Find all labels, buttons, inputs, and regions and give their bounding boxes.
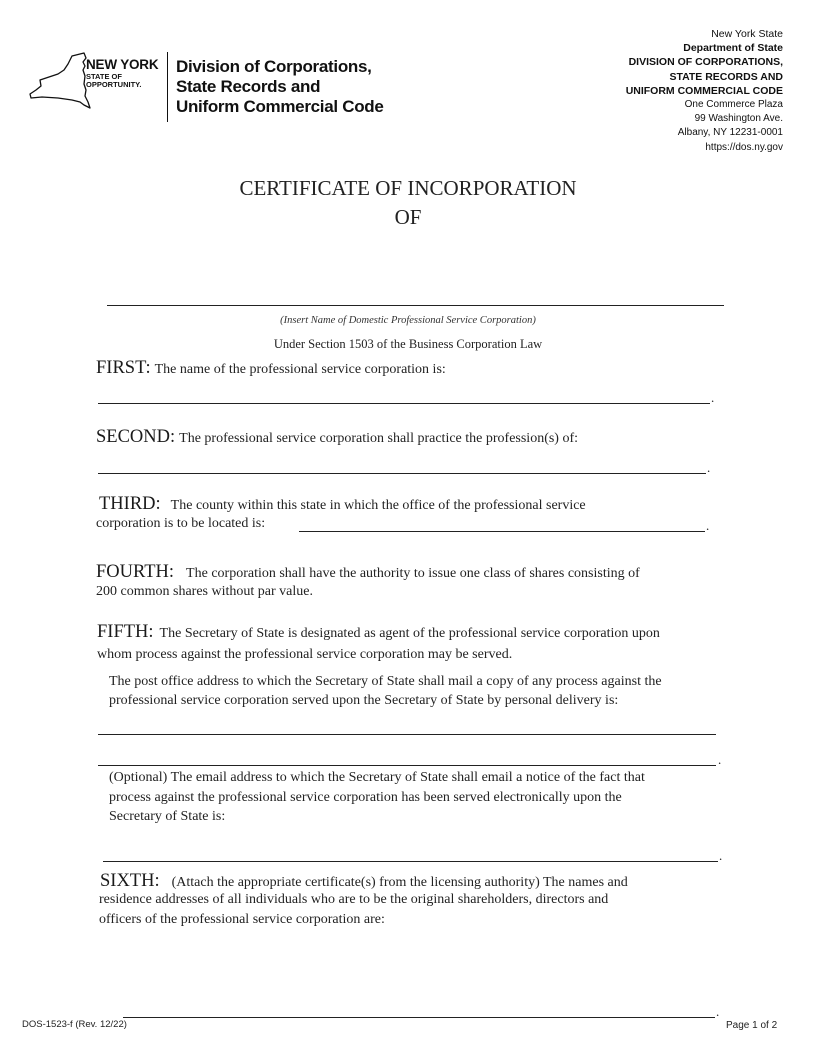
section-third bbox=[99, 494, 586, 515]
page-number: Page 1 of 2 bbox=[726, 1020, 778, 1031]
email-address-line[interactable] bbox=[103, 861, 718, 862]
line-end-dot: . bbox=[719, 848, 723, 863]
section-first bbox=[96, 358, 446, 379]
section-fourth bbox=[96, 562, 640, 583]
section-second bbox=[96, 427, 578, 448]
first-text: The name of the professional service corporation is: bbox=[154, 362, 446, 377]
page-title-of: OF bbox=[394, 205, 422, 229]
line-end-dot: . bbox=[711, 390, 715, 405]
signature-bottom-line[interactable] bbox=[123, 1017, 715, 1018]
fifth-label: FIFTH: bbox=[97, 622, 154, 642]
fourth-text-2: 200 common shares without par value. bbox=[96, 584, 313, 599]
fourth-text-1: The corporation shall have the authority to issue one class of shares consisting of bbox=[186, 566, 640, 581]
division-name: Division of Corporations, State Records and Uniform Commercial Code bbox=[176, 57, 384, 116]
post-address-line-2[interactable] bbox=[98, 765, 716, 766]
fifth-text-1: The Secretary of State is designated as agent of the professional service corporation upon bbox=[159, 626, 660, 641]
section-fifth bbox=[97, 622, 660, 643]
sixth-label: SIXTH: bbox=[100, 871, 160, 891]
third-label: THIRD: bbox=[99, 494, 161, 514]
third-text-1: The county within this state in which the office of the professional service bbox=[170, 498, 586, 513]
profession-line[interactable] bbox=[98, 473, 706, 474]
statute-reference: Under Section 1503 of the Business Corporation Law bbox=[273, 337, 543, 351]
line-end-dot: . bbox=[718, 752, 722, 767]
first-label: FIRST: bbox=[96, 358, 151, 378]
section-sixth bbox=[100, 871, 628, 892]
sixth-text-3: officers of the professional service corporation are: bbox=[99, 912, 385, 927]
corporation-name-line[interactable] bbox=[98, 403, 710, 404]
name-field-caption: (Insert Name of Domestic Professional Service Corporation) bbox=[280, 315, 536, 326]
second-text: The professional service corporation shall practice the profession(s) of: bbox=[179, 431, 579, 446]
email-text-3: Secretary of State is: bbox=[109, 809, 226, 824]
email-text-2: process against the professional service corporation has been served electronically upon the bbox=[109, 790, 622, 805]
logo-tagline: STATE OF OPPORTUNITY. bbox=[86, 72, 142, 89]
corporation-name-field[interactable] bbox=[107, 305, 724, 306]
third-text-2: corporation is to be located is: bbox=[96, 516, 266, 531]
sixth-text-2: residence addresses of all individuals who are to be the original shareholders, directors and bbox=[99, 892, 609, 907]
email-text-1: (Optional) The email address to which the Secretary of State shall email a notice of the fact that bbox=[109, 770, 645, 785]
line-end-dot: . bbox=[716, 1004, 720, 1019]
post-address-text-2: professional service corporation served upon the Secretary of State by personal delivery is: bbox=[109, 693, 619, 708]
second-label: SECOND: bbox=[96, 427, 176, 447]
page-title: CERTIFICATE OF INCORPORATION bbox=[239, 176, 577, 200]
line-end-dot: . bbox=[707, 460, 711, 475]
fourth-label: FOURTH: bbox=[96, 562, 175, 582]
sixth-text-1: (Attach the appropriate certificate(s) from the licensing authority) The names and bbox=[171, 875, 628, 890]
fifth-text-2: whom process against the professional service corporation may be served. bbox=[97, 647, 513, 662]
post-address-line-1[interactable] bbox=[98, 734, 716, 735]
logo-divider bbox=[167, 52, 168, 122]
logo-state-name: NEW YORK bbox=[86, 57, 159, 72]
post-address-text-1: The post office address to which the Secretary of State shall mail a copy of any process against the bbox=[109, 674, 662, 689]
department-address: New York State Department of State DIVISION OF CORPORATIONS, STATE RECORDS AND UNIFORM COMMERCIAL CODE One Commerce Plaza 99 Washington Ave. Albany, NY 12231-0001 https://dos.ny.gov bbox=[625, 28, 783, 153]
county-line[interactable] bbox=[299, 531, 705, 532]
line-end-dot: . bbox=[706, 518, 710, 533]
form-id: DOS-1523-f (Rev. 12/22) bbox=[22, 1019, 127, 1030]
